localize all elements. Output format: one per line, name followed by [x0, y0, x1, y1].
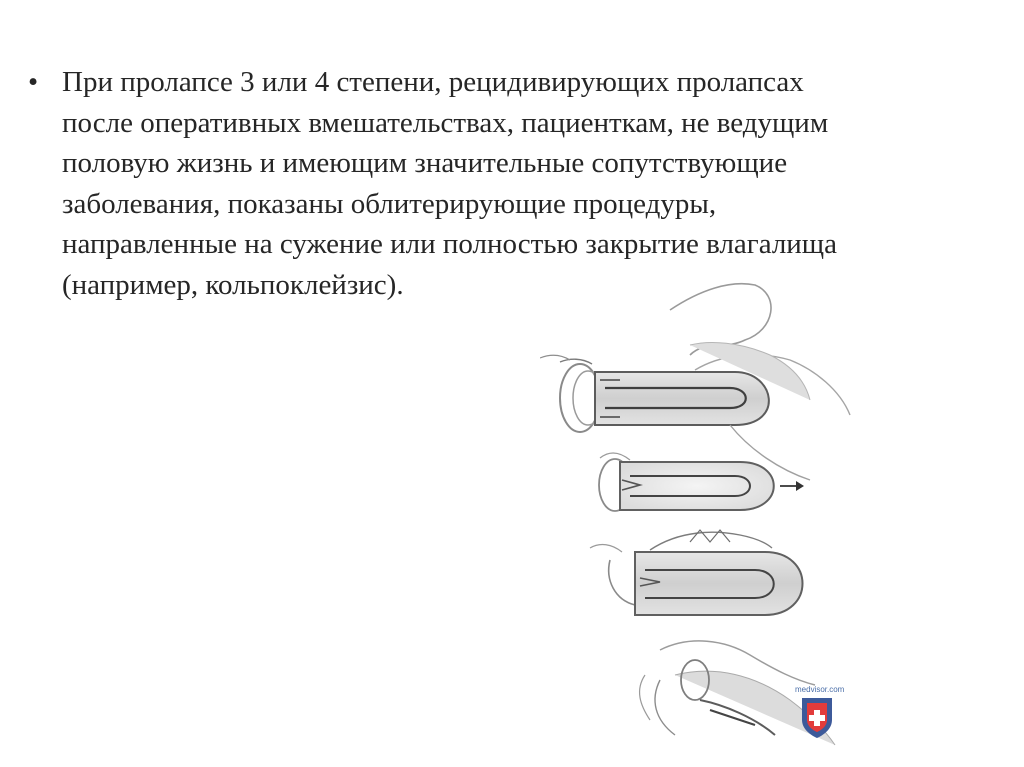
- text-line-5: направленные на сужение или полностью закрытие влагалища: [62, 228, 838, 260]
- text-line-3: половую жизнь и имеющим значительные сопутствующие: [62, 147, 788, 179]
- illustration-panel-3: [590, 530, 803, 615]
- bullet-symbol: •: [28, 66, 39, 98]
- watermark-text: medvisor.com: [795, 685, 845, 694]
- illustration-panel-2: [599, 453, 804, 511]
- text-line-4: заболевания, показаны облитерирующие процедуры,: [62, 187, 717, 220]
- text-line-6: (например, кольпоклейзис).: [62, 268, 404, 301]
- text-line-2: после оперативных вмешательствах, пациенткам, не ведущим: [62, 106, 829, 139]
- text-line-1: При пролапсе 3 или 4 степени, рецидивирующих пролапсах: [62, 66, 804, 98]
- colpocleisis-illustration: [540, 280, 870, 750]
- bullet-text: [62, 62, 1008, 305]
- illustration-panel-1: [540, 284, 850, 480]
- bullet-paragraph: [28, 62, 1008, 305]
